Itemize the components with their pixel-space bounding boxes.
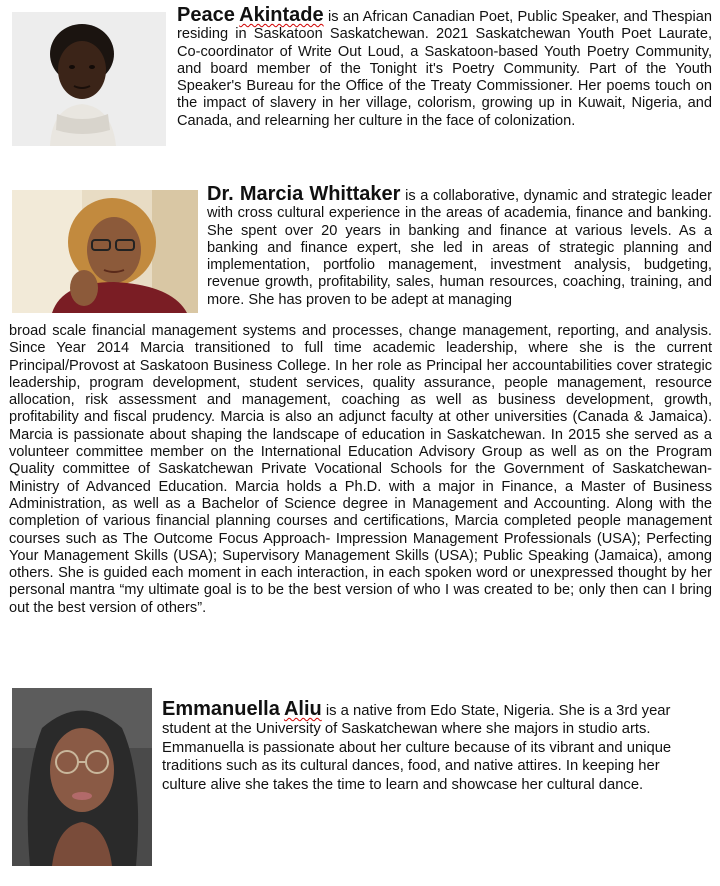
bio-description: is an African Canadian Poet, Public Speaker, and Thespian residing in Saskatoon Saskatchewan. 2021 Saskatchewan Youth Poet Laurate, Co-coordinator of Write Out Loud, a Saskatoon-based Youth Poetry Community, and board member of the Tonight it's Poetry Community. Part of the Youth Speaker's Bureau for the Office of the Treaty Commissioner. Her poems touch on the impact of slavery in her village, colorism, growing up in Kuwait, Nigeria, and Canada, and relearning her culture in the face of colonization. <box>177 9 712 129</box>
emmanuella-aliu-photo <box>12 688 152 866</box>
marcia-whittaker-bio-intro <box>207 183 712 309</box>
emmanuella-aliu-bio <box>162 700 697 794</box>
bio-name-last: Akintade <box>239 4 324 26</box>
marcia-whittaker-bio-body: broad scale financial management systems and processes, change management, reporting, and analysis. Since Year 2014 Marcia transitioned to full time academic leadership, where she is the current Principal/Provost at Saskatoon Business College. In her role as Principal her accountabilities cover strategic leadership, program development, student services, quality assurance, people management, resource allocation, risk assessment and management, coaching as well as business development, growth, profitability and fiscal prudency. Marcia is also an adjunct faculty at other universities (Canada & Jamaica). Marcia is passionate about shaping the landscape of education in Saskatchewan. In 2015 she served as a volunteer committee member on the International Education Advisory Group as well as on the Program Quality committee of Saskatchewan Private Vocational Schools for the Government of Saskatchewan- Ministry of Advanced Education. Marcia holds a Ph.D. with a major in Finance, a Master of Business Administration, as well as a Bachelor of Science degree in Management and Accounting. Along with the completion of various financial planning courses and certifications, Marcia completed people management courses such as The Outcome Focus Approach- Impression Management Professionals (USA); Perfecting Your Management Skills (USA); Supervisory Management Skills (USA); Public Speaking (Jamaica), among others. She is guided each moment in each interaction, in each spoken word or unexpressed thought by her personal mantra “my ultimate goal is to be the best version of who I was created to be; only then can I bring out the best version of others”. <box>9 323 712 616</box>
bio-name-last: Aliu <box>283 698 322 720</box>
bio-description: is a collaborative, dynamic and strategic leader with cross cultural experience in the areas of academia, finance and banking. She spent over 20 years in banking and finance at various levels. As a banking and finance expert, she led in areas of strategic planning and implementation, portfolio management, investment analysis, budgeting, revenue growth, profitability, sales, human resources, coaching, training, and more. She has proven to be adept at managing <box>207 188 712 308</box>
bio-name-first: Emmanuella <box>162 698 280 720</box>
peace-akintade-photo <box>12 12 166 146</box>
bio-description: is a native from Edo State, Nigeria. She is a 3rd year student at the University of Saskatchewan where she majors in studio arts. Emmanuella is passionate about her culture because of its vibrant and unique traditions such as its cultural dances, food, and native attires. In keeping her culture alive she takes the time to learn and showcase her cultural dance. <box>162 703 672 793</box>
marcia-whittaker-photo <box>12 190 198 313</box>
bio-name: Dr. Marcia Whittaker <box>207 183 401 205</box>
bio-name-first: Peace <box>177 4 235 26</box>
peace-akintade-bio <box>177 4 712 130</box>
